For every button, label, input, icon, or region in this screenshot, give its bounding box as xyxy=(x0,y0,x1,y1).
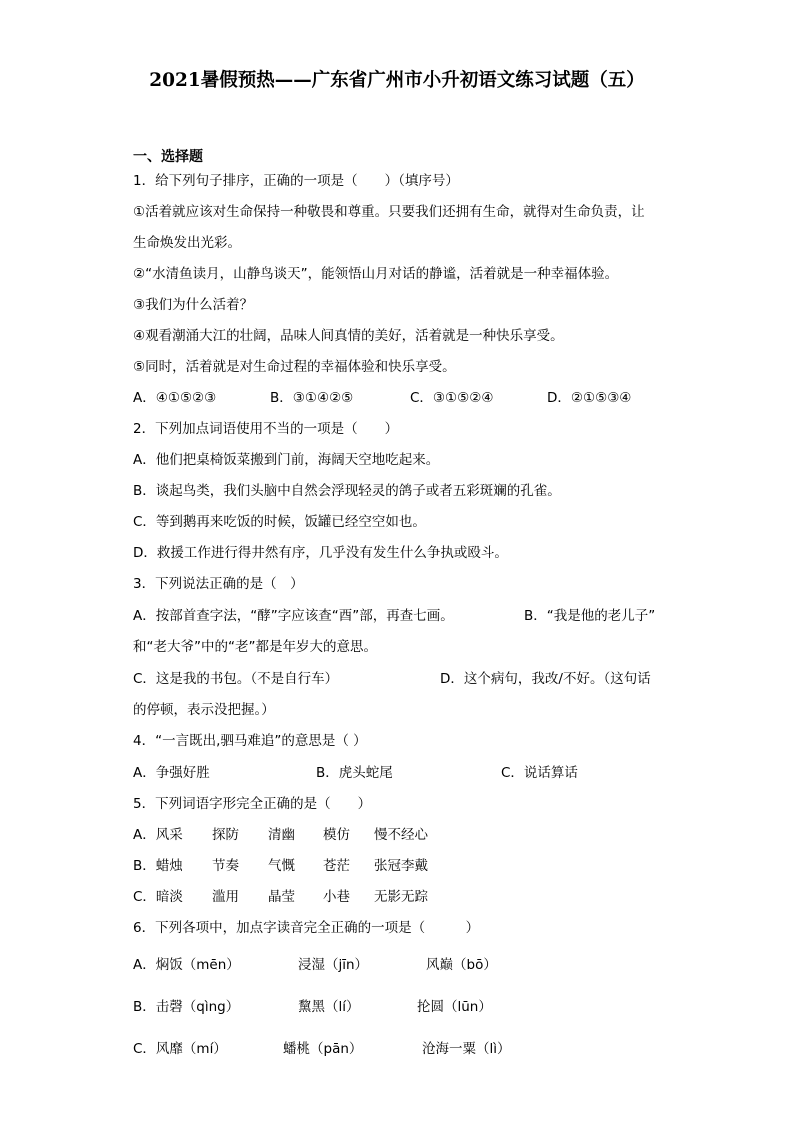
q3-option-a: A．按部首查字法，“酵”字应该查“酉”部，再查七画。 xyxy=(133,608,454,624)
section-heading: 一、选择题 xyxy=(133,149,203,165)
q5-a-word-2: 探防 xyxy=(212,827,239,843)
q6-b-item-1: B．击磬（qìng） xyxy=(133,999,240,1015)
q2-option-d: D．救援工作进行得井然有序，几乎没有发生什么争执或殴斗。 xyxy=(133,545,508,561)
q5-c-word-4: 小巷 xyxy=(323,889,350,905)
q1-option-a: A．④①⑤②③ xyxy=(133,390,217,406)
q4-option-b: B．虎头蛇尾 xyxy=(316,765,393,781)
q3-option-d-cont: 的停顿，表示没把握。） xyxy=(133,702,275,718)
q5-c-word-1: C．暗淡 xyxy=(133,889,183,905)
q6-a-item-1: A．焖饭（mēn） xyxy=(133,957,240,973)
q5-b-word-5: 张冠李戴 xyxy=(374,858,428,874)
q6-c-item-2: 蟠桃（pān） xyxy=(283,1041,363,1057)
q2-option-a: A．他们把桌椅饭菜搬到门前，海阔天空地吃起来。 xyxy=(133,452,440,468)
q1-option-b: B．③①④②⑤ xyxy=(270,390,354,406)
q1-sentence-5: ⑤同时，活着就是对生命过程的幸福体验和快乐享受。 xyxy=(133,359,456,375)
q1-option-d: D．②①⑤③④ xyxy=(547,390,632,406)
q5-b-word-2: 节奏 xyxy=(212,858,239,874)
q3-option-b-cont: 和“老大爷”中的“老”都是年岁大的意思。 xyxy=(133,639,377,655)
q6-a-item-3: 风巅（bō） xyxy=(426,957,497,973)
q5-c-word-2: 滥用 xyxy=(212,889,239,905)
q5-b-word-3: 气慨 xyxy=(268,858,295,874)
q3-option-d: D．这个病句，我改/不好。（这句话 xyxy=(440,671,651,687)
q1-sentence-4: ④观看潮涌大江的壮阔，品味人间真情的美好，活着就是一种快乐享受。 xyxy=(133,328,564,344)
q5-a-word-5: 慢不经心 xyxy=(374,827,428,843)
q5-a-word-1: A．风采 xyxy=(133,827,183,843)
page-title: 2021暑假预热——广东省广州市小升初语文练习试题（五） xyxy=(149,70,645,91)
q6-b-item-3: 抡圆（lūn） xyxy=(417,999,492,1015)
q6-b-item-2: 黧黑（lí） xyxy=(298,999,360,1015)
q2-stem: 2．下列加点词语使用不当的一项是（ ） xyxy=(133,421,399,437)
q6-a-item-2: 浸湿（jīn） xyxy=(298,957,369,973)
q1-sentence-1: ①活着就应该对生命保持一种敬畏和尊重。只要我们还拥有生命，就得对生命负责，让 xyxy=(133,204,645,220)
q5-c-word-3: 晶莹 xyxy=(268,889,295,905)
q5-b-word-4: 苍茫 xyxy=(323,858,350,874)
q5-b-word-1: B．蜡烛 xyxy=(133,858,183,874)
q3-option-c: C．这是我的书包。（不是自行车） xyxy=(133,671,339,687)
q1-sentence-2: ②“水清鱼读月，山静鸟谈天”，能领悟山月对话的静谧，活着就是一种幸福体验。 xyxy=(133,266,619,282)
q1-sentence-3: ③我们为什么活着？ xyxy=(133,297,254,313)
q2-option-c: C．等到鹅再来吃饭的时候，饭罐已经空空如也。 xyxy=(133,514,426,530)
q1-option-c: C．③①⑤②④ xyxy=(410,390,494,406)
q6-stem: 6．下列各项中，加点字读音完全正确的一项是（ ） xyxy=(133,920,480,936)
q6-c-item-3: 沧海一粟（lì） xyxy=(422,1041,511,1057)
q5-stem: 5．下列词语字形完全正确的是（ ） xyxy=(133,796,372,812)
q5-a-word-3: 清幽 xyxy=(268,827,295,843)
q1-stem: 1．给下列句子排序，正确的一项是（ ）（填序号） xyxy=(133,173,459,189)
q3-option-b: B．“我是他的老儿子” xyxy=(524,608,656,624)
q3-stem: 3．下列说法正确的是（ ） xyxy=(133,576,304,592)
q2-option-b: B．谈起鸟类，我们头脑中自然会浮现轻灵的鸽子或者五彩斑斓的孔雀。 xyxy=(133,483,561,499)
q1-sentence-1-cont: 生命焕发出光彩。 xyxy=(133,235,241,251)
q4-option-a: A．争强好胜 xyxy=(133,765,210,781)
q6-c-item-1: C．风靡（mí） xyxy=(133,1041,227,1057)
q4-option-c: C．说话算话 xyxy=(501,765,578,781)
q4-stem: 4．“一言既出,驷马难追”的意思是（ ） xyxy=(133,733,367,749)
q5-c-word-5: 无影无踪 xyxy=(374,889,428,905)
q5-a-word-4: 模仿 xyxy=(323,827,350,843)
